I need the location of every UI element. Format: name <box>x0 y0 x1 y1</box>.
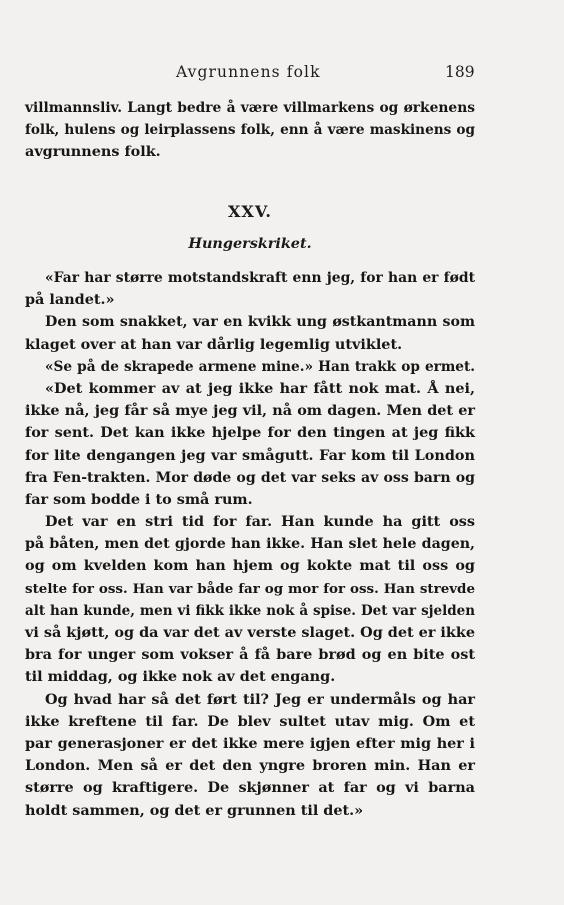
intro-paragraph <box>25 97 475 164</box>
text-line: «Se på de skrapede armene mine.» Han trakk op ermet. <box>45 358 475 375</box>
chapter-body <box>25 267 475 822</box>
text-line: til middag, og ikke nok av det engang. <box>25 668 336 686</box>
text-line: alt han kunde, men vi fikk ikke nok å spise. Det var sjelden <box>25 602 475 619</box>
text-line: holdt sammen, og det er grunnen til det.» <box>25 801 364 819</box>
chapter-number: XXV. <box>227 202 272 221</box>
running-title: Avgrunnens folk <box>176 63 321 81</box>
text-line: klaget over at han var dårlig legemlig utviklet. <box>25 335 403 353</box>
chapter-title: Hungerskriket. <box>188 235 312 252</box>
text-line: par generasjoner er det ikke mere igjen efter mig her i <box>25 734 475 752</box>
text-line: på landet.» <box>25 291 115 309</box>
text-line: «Det kommer av at jeg ikke har fått nok mat. Å nei, <box>45 379 475 397</box>
page-header <box>0 63 564 85</box>
text-line: for lite dengangen jeg var smågutt. Far kom til London <box>25 446 475 464</box>
text-line: bra for unger som vokser å få bare brød og en bite ost <box>25 646 475 664</box>
text-line: større og kraftigere. De skjønner at far og vi barna <box>25 779 475 797</box>
text-line: og om kvelden kom han hjem og kokte mat til oss og <box>25 557 475 575</box>
text-line: fra Fen-trakten. Mor døde og det var seks av oss barn og <box>25 469 475 486</box>
text-line: på båten, men det gjorde han ikke. Han slet hele dagen, <box>25 536 475 553</box>
text-line: avgrunnens folk. <box>25 143 161 161</box>
text-line: Det var en stri tid for far. Han kunde ha gitt oss <box>45 513 475 531</box>
text-line: stelte for oss. Han var både far og mor for oss. Han strevde <box>25 580 475 597</box>
text-line: vi så kjøtt, og da var det av verste slaget. Og det er ikke <box>25 624 475 641</box>
page-number: 189 <box>445 63 475 81</box>
text-line: for sent. Det kan ikke hjelpe for den tingen at jeg fikk <box>25 424 475 442</box>
text-line: ikke nå, jeg får så mye jeg vil, nå om dagen. Men det er <box>25 402 475 420</box>
text-line: folk, hulens og leirplassens folk, enn å være maskinens og <box>25 122 475 139</box>
text-line: Og hvad har så det ført til? Jeg er undermåls og har <box>45 690 475 708</box>
text-line: «Far har større motstandskraft enn jeg, for han er født <box>45 270 475 286</box>
text-line: far som bodde i to små rum. <box>25 490 253 508</box>
text-line: Den som snakket, var en kvikk ung østkantmann som <box>45 314 475 331</box>
text-line: villmannsliv. Langt bedre å være villmarkens og ørkenens <box>25 100 475 116</box>
text-line: ikke kreftene til far. De blev sultet utav mig. Om et <box>25 712 475 730</box>
text-line: London. Men så er det den yngre broren min. Han er <box>25 757 475 775</box>
